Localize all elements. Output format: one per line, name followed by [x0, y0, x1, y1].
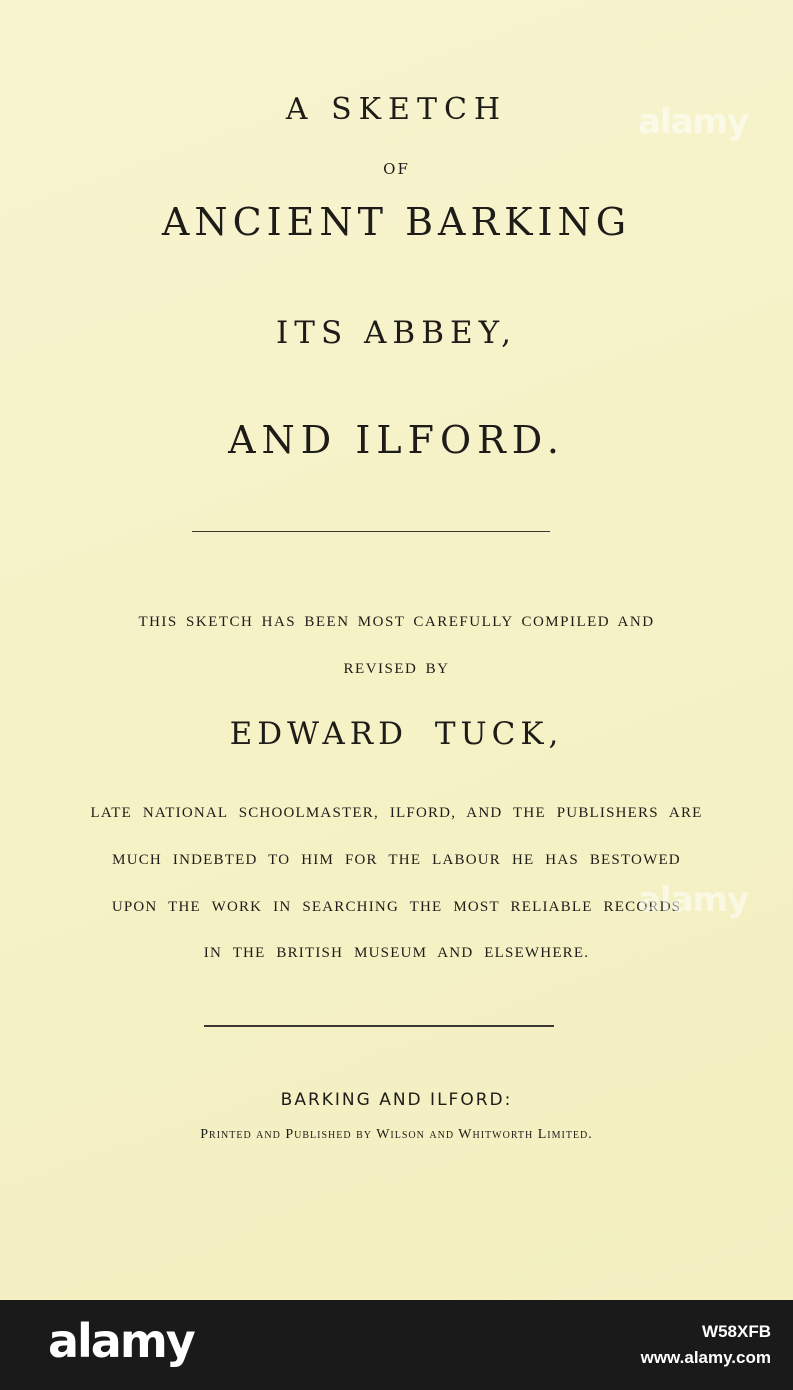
divider-rule-bottom	[204, 1025, 554, 1027]
imprint-place: BARKING AND ILFORD:	[280, 1090, 513, 1110]
imprint-printer: Printed and Published by Wilson and Whitworth Limited.	[200, 1127, 593, 1142]
stock-footer-bar	[0, 1300, 793, 1390]
watermark-middle: alamy	[638, 880, 749, 920]
footer-url: www.alamy.com	[640, 1348, 771, 1367]
image-id: W58XFB	[702, 1322, 771, 1341]
title-line-and-ilford: AND ILFORD.	[228, 418, 565, 462]
author-description-line2: MUCH INDEBTED TO HIM FOR THE LABOUR HE HAS BESTOWED	[112, 852, 681, 868]
watermark-top: alamy	[638, 102, 749, 142]
divider-rule-top	[192, 531, 550, 532]
alamy-logo: alamy	[48, 1314, 194, 1368]
author-name: EDWARD TUCK,	[229, 716, 564, 752]
title-line-a-sketch: A SKETCH	[285, 92, 508, 127]
author-description-line1: LATE NATIONAL SCHOOLMASTER, ILFORD, AND THE PUBLISHERS ARE	[90, 805, 703, 821]
title-line-ancient-barking: ANCIENT BARKING	[161, 200, 632, 244]
compiled-statement-line1: THIS SKETCH HAS BEEN MOST CAREFULLY COMPILED AND	[138, 614, 655, 630]
title-line-its-abbey: ITS ABBEY,	[276, 315, 517, 351]
compiled-statement-line2: REVISED BY	[343, 661, 450, 677]
author-description-line3: UPON THE WORK IN SEARCHING THE MOST RELIABLE RECORDS	[111, 899, 682, 915]
title-line-of: OF	[383, 160, 410, 178]
author-description-line4: IN THE BRITISH MUSEUM AND ELSEWHERE.	[203, 945, 590, 961]
